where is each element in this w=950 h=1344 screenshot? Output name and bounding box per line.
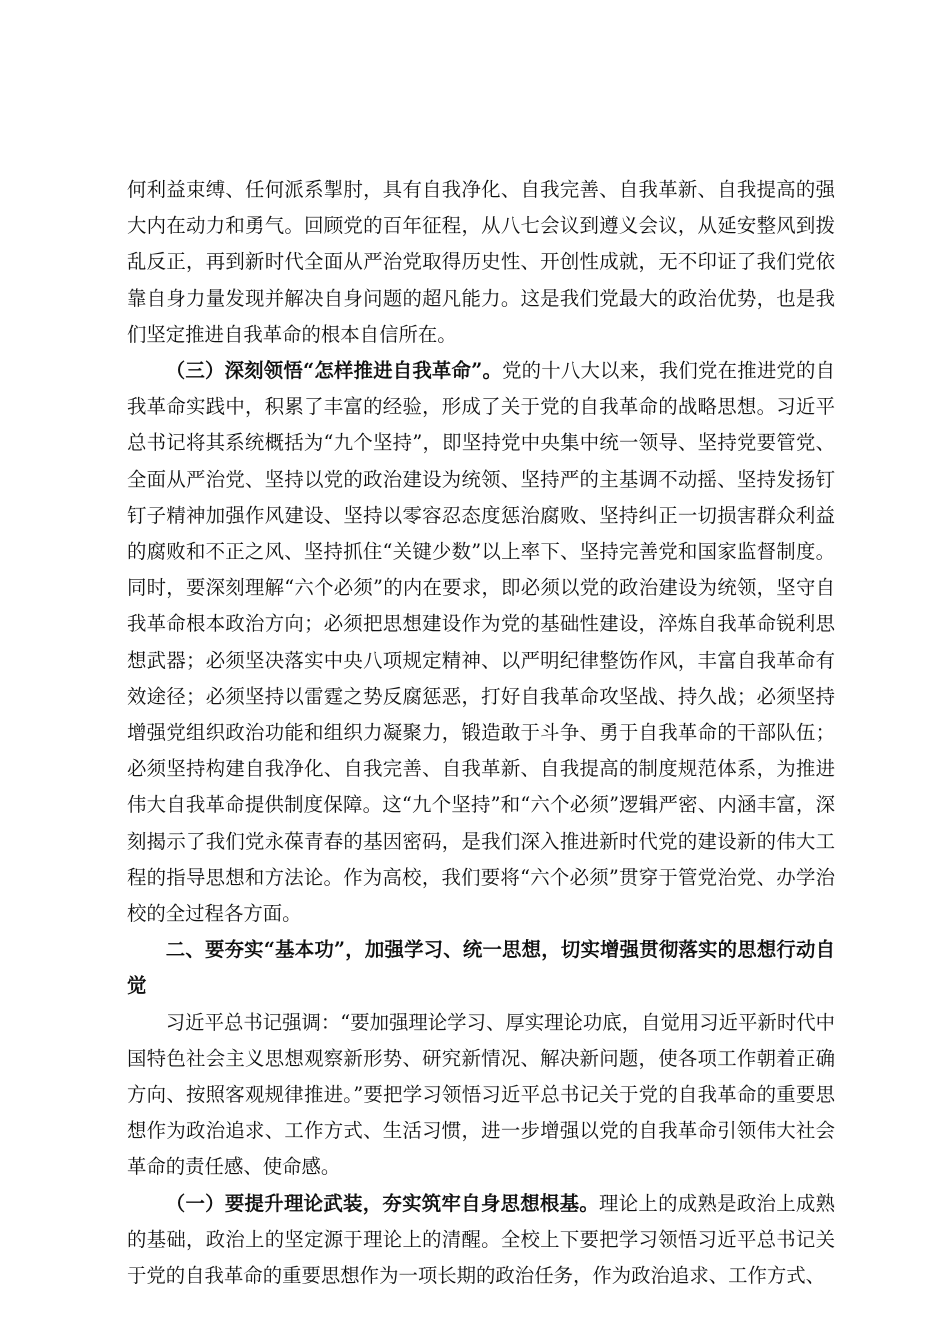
paragraph-text: 理论上的成熟是政治上成熟的基础，政治上的坚定源于理论上的清醒。全校上下要把学习领悟习近平总书记关于党的自我革命的重要思想作为一项长期的政治任务，作为政治追求、工作方式、 [127, 1191, 836, 1288]
paragraph-text: 何利益束缚、任何派系掣肘，具有自我净化、自我完善、自我革新、自我提高的强大内在动力和勇气。回顾党的百年征程，从八七会议到遵义会议，从延安整风到拨乱反正，再到新时代全面从严治党取得历史性、开创性成就，无不印证了我们党依靠自身力量发现并解决自身问题的超凡能力。这是我们党最大的政治优势，也是我们坚定推进自我革命的根本自信所在。 [127, 178, 835, 346]
body-paragraph-quote [127, 1005, 835, 1186]
paragraph-text: 习近平总书记强调：“要加强理论学习、厚实理论功底，自觉用习近平新时代中国特色社会主义思想观察新形势、研究新情况、解决新问题，使各项工作朝着正确方向、按照客观规律推进。”要把学习领悟习近平总书记关于党的自我革命的重要思想作为政治追求、工作方式、生活习惯，进一步增强以党的自我革命引领伟大社会革命的责任感、使命感。 [127, 1010, 835, 1179]
paragraph-lead-heading: （三）深刻领悟“怎样推进自我革命”。 [165, 359, 503, 383]
body-paragraph-theory [127, 1186, 835, 1295]
paragraph-lead-heading: （一）要提升理论武装，夯实筑牢自身思想根基。 [165, 1191, 600, 1215]
body-paragraph-how-to-advance [127, 353, 835, 932]
document-page [127, 172, 835, 1294]
paragraph-text: 党的十八大以来，我们党在推进党的自我革命实践中，积累了丰富的经验，形成了关于党的自我革命的战略思想。习近平总书记将其系统概括为“九个坚持”，即坚持党中央集中统一领导、坚持党要管党、全面从严治党、坚持以党的政治建设为统领、坚持严的主基调不动摇、坚持发扬钉钉子精神加强作风建设、坚持以零容忍态度惩治腐败、坚持纠正一切损害群众利益的腐败和不正之风、坚持抓住“关键少数”以上率下、坚持完善党和国家监督制度。同时，要深刻理解“六个必须”的内在要求，即必须以党的政治建设为统领，坚守自我革命根本政治方向；必须把思想建设作为党的基础性建设，淬炼自我革命锐利思想武器；必须坚决落实中央八项规定精神、以严明纪律整饬作风，丰富自我革命有效途径；必须坚持以雷霆之势反腐惩恶，打好自我革命攻坚战、持久战；必须坚持增强党组织政治功能和组织力凝聚力，锻造敢于斗争、勇于自我革命的干部队伍；必须坚持构建自我净化、自我完善、自我革新、自我提高的制度规范体系，为推进伟大自我革命提供制度保障。这“九个坚持”和“六个必须”逻辑严密、内涵丰富，深刻揭示了我们党永葆青春的基因密码，是我们深入推进新时代党的建设新的伟大工程的指导思想和方法论。作为高校，我们要将“六个必须”贯穿于管党治党、办学治校的全过程各方面。 [127, 359, 835, 926]
body-paragraph-continuation [127, 172, 835, 353]
section-heading-2: 二、要夯实“基本功”，加强学习、统一思想，切实增强贯彻落实的思想行动自觉 [127, 938, 835, 998]
